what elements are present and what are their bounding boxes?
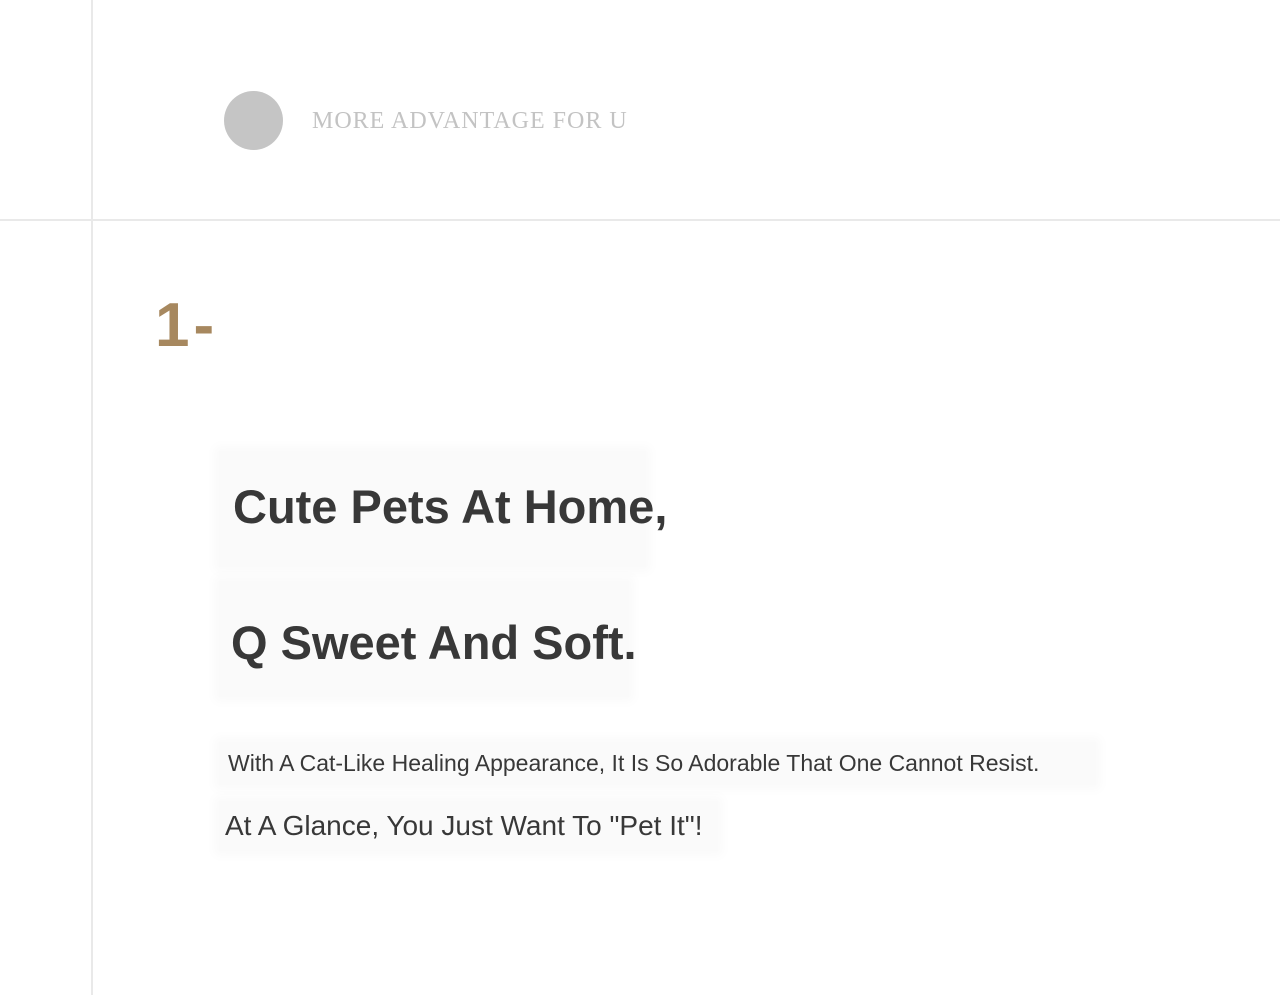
brand-avatar [224, 91, 283, 150]
heading-line-2: Q Sweet And Soft. [231, 616, 637, 669]
body-line-2: At A Glance, You Just Want To "Pet It"! [225, 810, 703, 841]
brand-name: MORE ADVANTAGE FOR U [312, 108, 628, 134]
section-number: 1- [155, 291, 219, 360]
vertical-divider [91, 0, 93, 995]
body-line-1: With A Cat-Like Healing Appearance, It Is So Adorable That One Cannot Resist. [228, 750, 1040, 776]
horizontal-divider [0, 219, 1280, 221]
heading-line-1: Cute Pets At Home, [233, 480, 668, 533]
